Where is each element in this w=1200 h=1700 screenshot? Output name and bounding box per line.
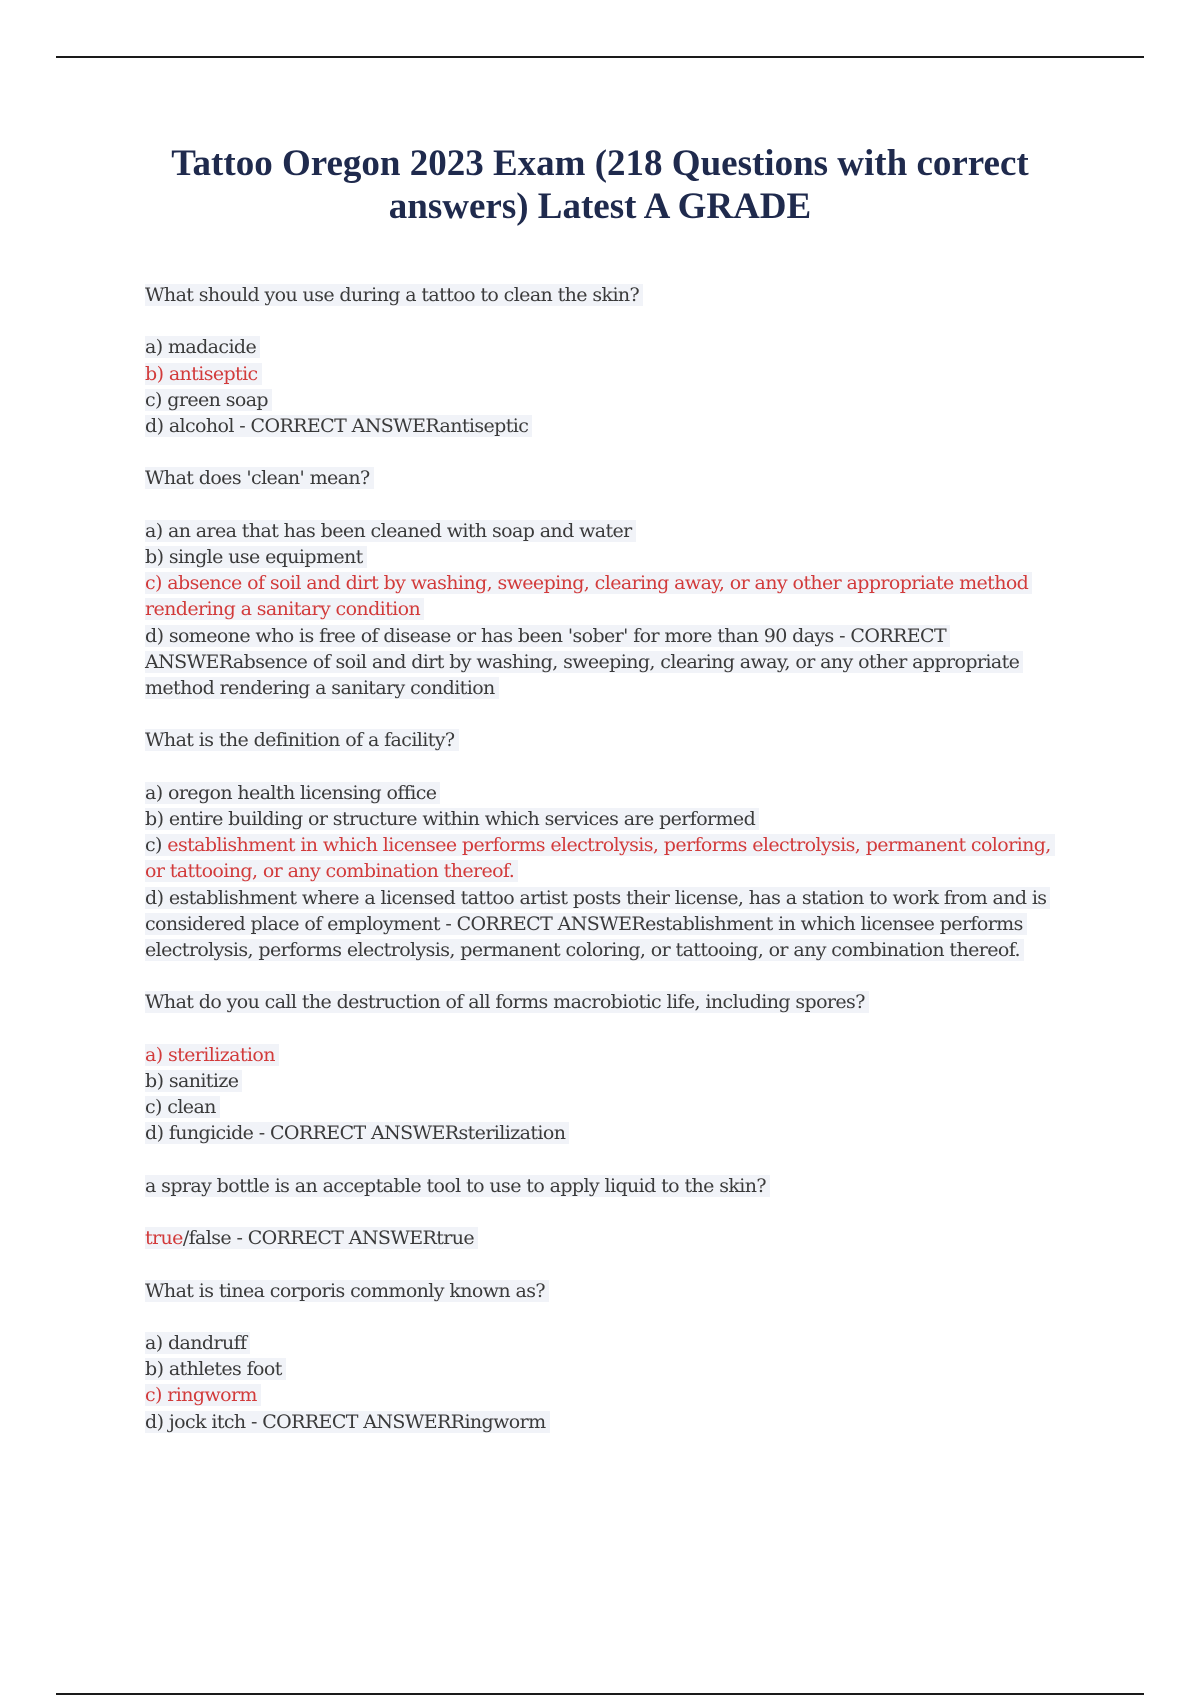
answer-option-correct: c) ringworm <box>145 1382 1095 1408</box>
question-block <box>145 989 1095 1172</box>
question-block <box>145 282 1095 465</box>
answer-option-correct: c) establishment in which licensee performs electrolysis, performs electrolysis, permanent coloring, <box>145 832 1095 858</box>
answer-option-correct: true/false - CORRECT ANSWERtrue <box>145 1225 1095 1251</box>
answer-option: c) clean <box>145 1094 1095 1120</box>
question-prompt: What is tinea corporis commonly known as? <box>145 1280 549 1302</box>
question-prompt: What do you call the destruction of all forms macrobiotic life, including spores? <box>145 991 869 1013</box>
answer-option: a) madacide <box>145 334 1095 360</box>
answer-option: electrolysis, performs electrolysis, permanent coloring, or tattooing, or any combination thereof. <box>145 937 1095 963</box>
question-prompt: a spray bottle is an acceptable tool to use to apply liquid to the skin? <box>145 1175 770 1197</box>
answer-option: method rendering a sanitary condition <box>145 675 1095 701</box>
answer-option: b) entire building or structure within which services are performed <box>145 806 1095 832</box>
answer-option-correct: or tattooing, or any combination thereof. <box>145 858 1095 884</box>
title-line-2: answers) Latest A GRADE <box>388 186 812 227</box>
title-line-1: Tattoo Oregon 2023 Exam (218 Questions with correct <box>171 143 1029 184</box>
answer-option-correct: a) sterilization <box>145 1042 1095 1068</box>
question-prompt: What is the definition of a facility? <box>145 729 459 751</box>
question-block <box>145 1278 1095 1435</box>
answer-option: b) athletes foot <box>145 1356 1095 1382</box>
question-list <box>145 282 1095 1435</box>
answer-option-correct: c) absence of soil and dirt by washing, sweeping, clearing away, or any other appropriate method <box>145 570 1095 596</box>
answer-option: d) establishment where a licensed tattoo artist posts their license, has a station to work from and is <box>145 885 1095 911</box>
answer-option: d) someone who is free of disease or has been 'sober' for more than 90 days - CORRECT <box>145 623 1095 649</box>
answer-option: d) alcohol - CORRECT ANSWERantiseptic <box>145 413 1095 439</box>
question-prompt: What does 'clean' mean? <box>145 467 374 489</box>
question-block <box>145 465 1095 727</box>
question-prompt: What should you use during a tattoo to clean the skin? <box>145 284 643 306</box>
answer-option: b) single use equipment <box>145 544 1095 570</box>
bottom-rule <box>56 1693 1144 1695</box>
top-rule <box>56 56 1144 58</box>
answer-option-correct: b) antiseptic <box>145 361 1095 387</box>
question-block <box>145 1173 1095 1278</box>
answer-option: a) dandruff <box>145 1330 1095 1356</box>
answer-option: a) an area that has been cleaned with soap and water <box>145 518 1095 544</box>
answer-option: d) fungicide - CORRECT ANSWERsterilization <box>145 1120 1095 1146</box>
answer-option: considered place of employment - CORRECT ANSWERestablishment in which licensee performs <box>145 911 1095 937</box>
answer-option: c) green soap <box>145 387 1095 413</box>
answer-option: a) oregon health licensing office <box>145 780 1095 806</box>
answer-option: ANSWERabsence of soil and dirt by washing, sweeping, clearing away, or any other appropriate <box>145 649 1095 675</box>
question-block <box>145 727 1095 989</box>
document-title <box>100 142 1100 228</box>
answer-option: d) jock itch - CORRECT ANSWERRingworm <box>145 1409 1095 1435</box>
answer-option: b) sanitize <box>145 1068 1095 1094</box>
answer-option-correct: rendering a sanitary condition <box>145 596 1095 622</box>
